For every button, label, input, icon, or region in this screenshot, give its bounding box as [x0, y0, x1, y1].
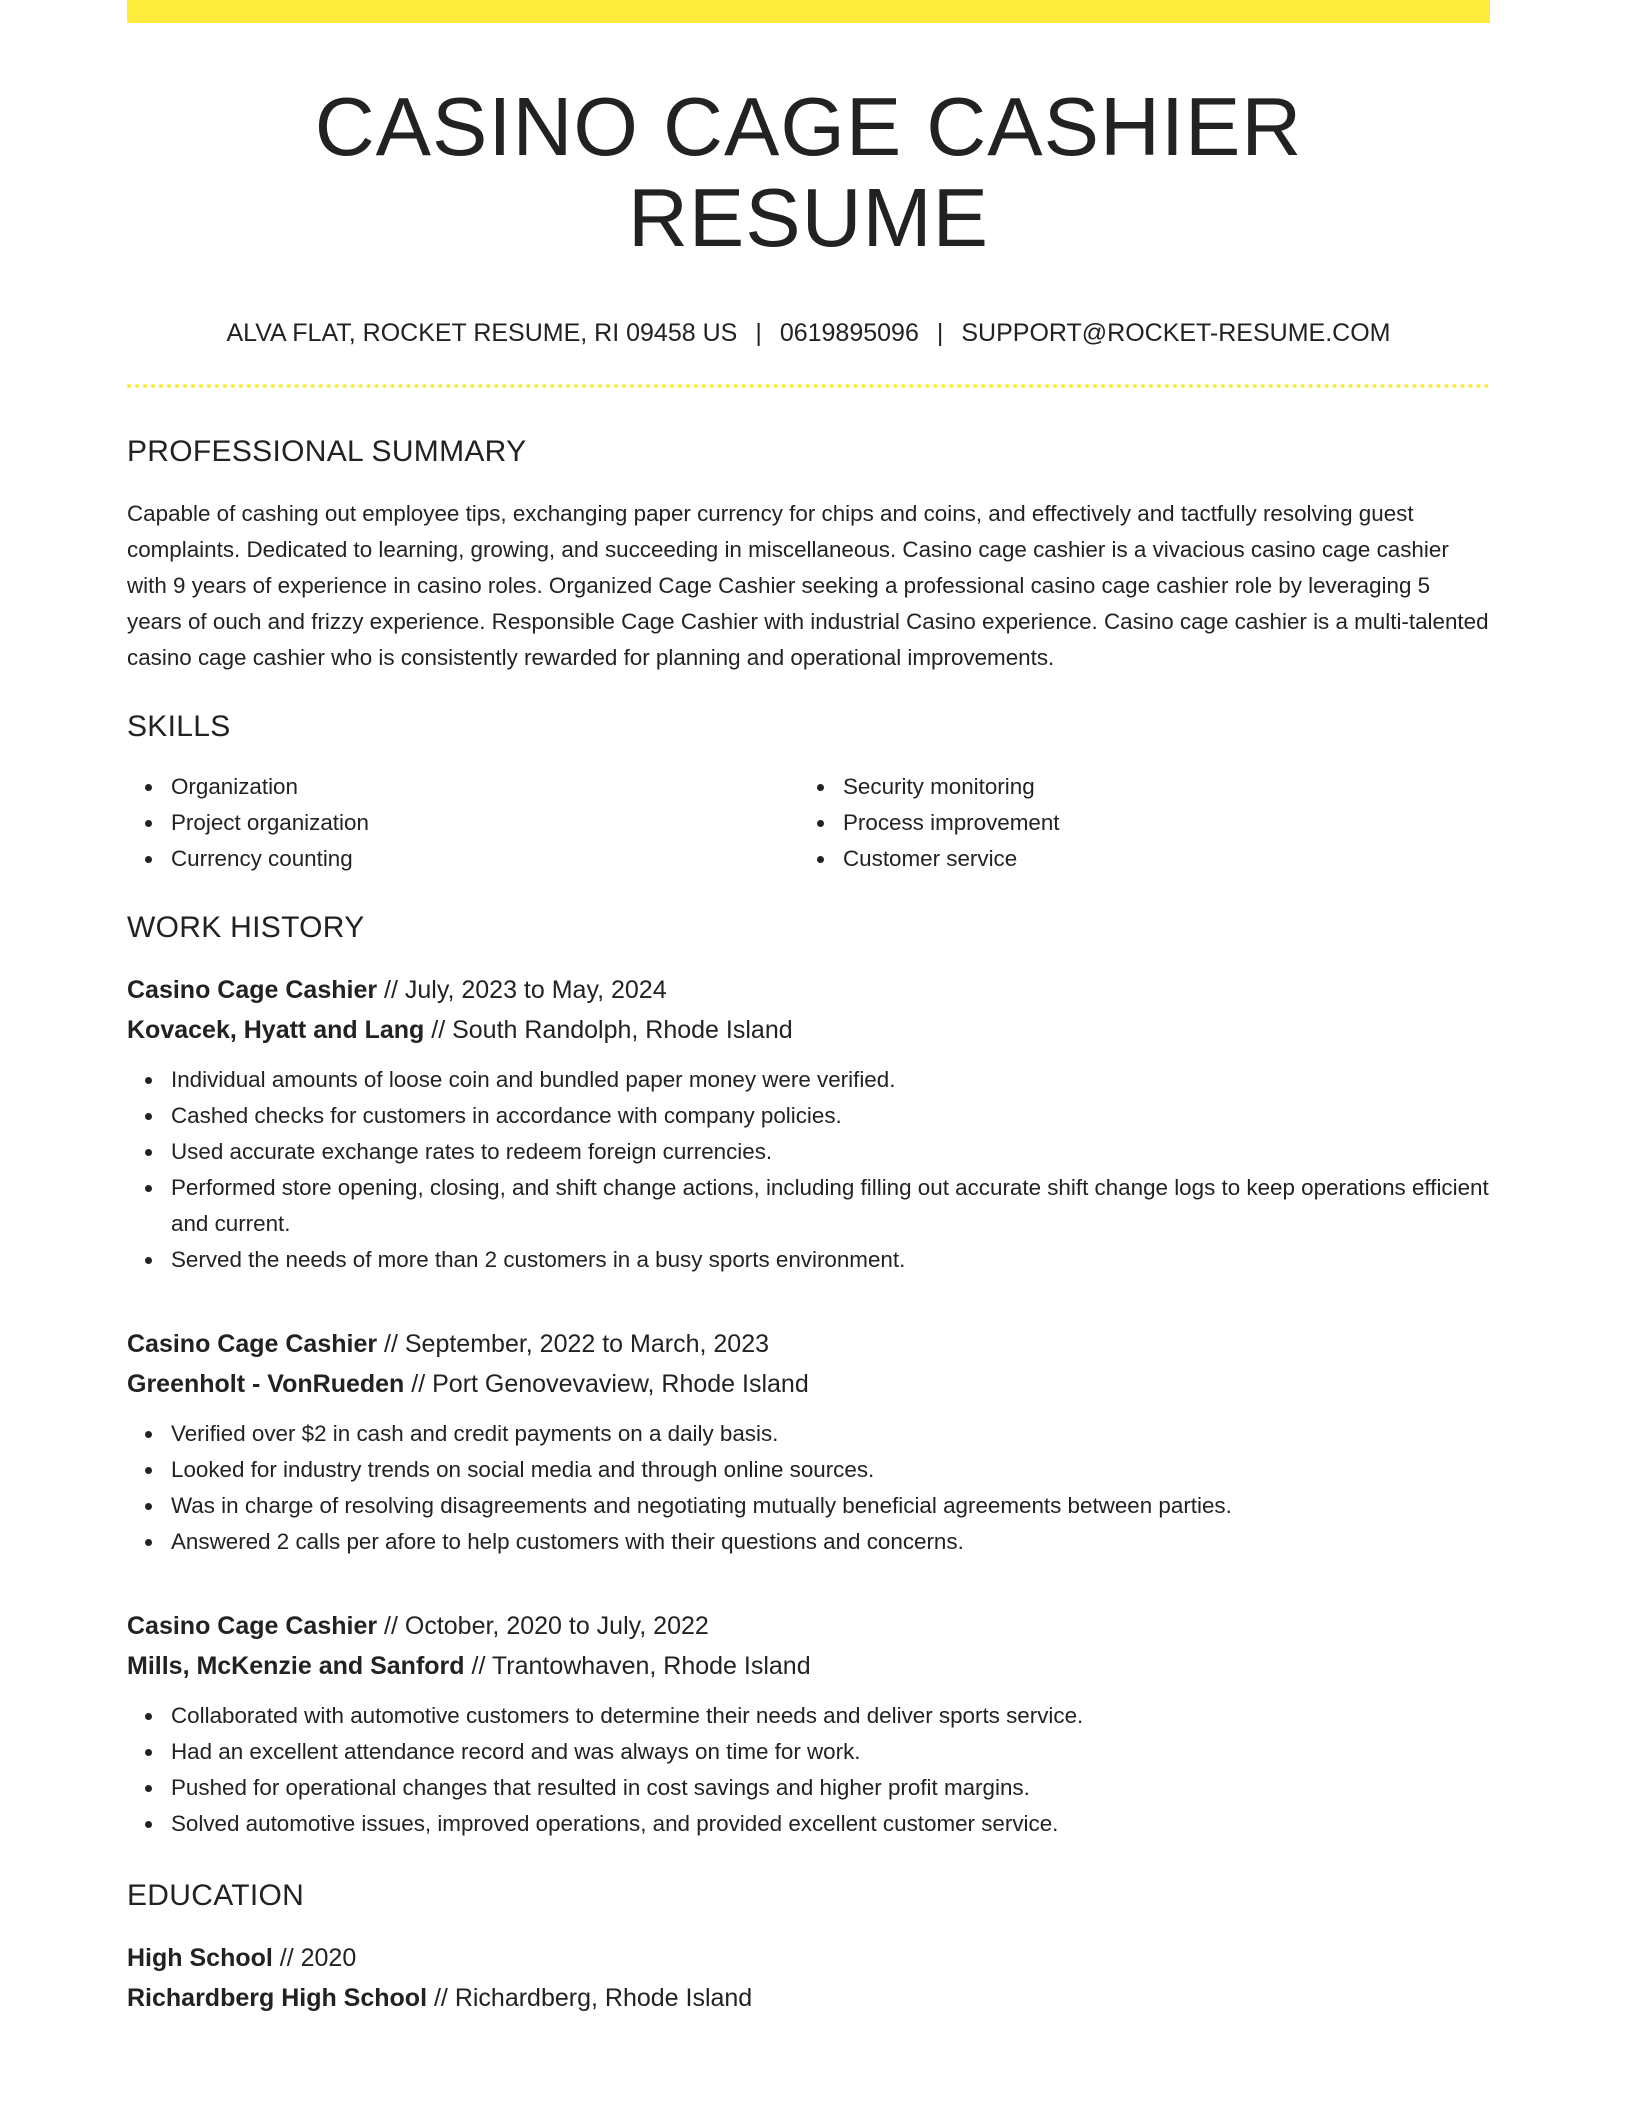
- education-year: // 2020: [272, 1943, 357, 1972]
- job-entry: [127, 1606, 1490, 1842]
- contact-line: [127, 318, 1490, 348]
- job-bullet: Verified over $2 in cash and credit payments on a daily basis.: [171, 1416, 1490, 1452]
- skill-item: Project organization: [171, 805, 799, 841]
- job-company: Kovacek, Hyatt and Lang: [127, 1015, 425, 1044]
- job-title-line: [127, 970, 1490, 1010]
- job-company: Mills, McKenzie and Sanford: [127, 1651, 465, 1680]
- job-company-line: [127, 1010, 1490, 1050]
- job-bullet: Answered 2 calls per afore to help customers with their questions and concerns.: [171, 1524, 1490, 1560]
- work-history-heading: WORK HISTORY: [127, 910, 365, 944]
- education-degree: High School: [127, 1943, 273, 1972]
- skill-item: Currency counting: [171, 841, 799, 877]
- skills-column-right: [799, 769, 1471, 877]
- job-dates: // July, 2023 to May, 2024: [377, 975, 667, 1004]
- skills-column-left: [127, 769, 799, 877]
- education-entry: [127, 1938, 1490, 2018]
- summary-heading: PROFESSIONAL SUMMARY: [127, 434, 527, 468]
- education-location: // Richardberg, Rhode Island: [427, 1983, 753, 2012]
- resume-page: [127, 0, 1490, 2018]
- job-bullet: Collaborated with automotive customers to determine their needs and deliver sports service.: [171, 1698, 1490, 1734]
- job-bullet: Had an excellent attendance record and was always on time for work.: [171, 1734, 1490, 1770]
- job-title: Casino Cage Cashier: [127, 1611, 378, 1640]
- contact-separator: |: [755, 318, 762, 347]
- job-bullets: [127, 1698, 1490, 1842]
- skill-item: Process improvement: [843, 805, 1471, 841]
- job-bullet: Used accurate exchange rates to redeem foreign currencies.: [171, 1134, 1490, 1170]
- contact-phone: 0619895096: [779, 318, 919, 347]
- education-heading: EDUCATION: [127, 1878, 305, 1912]
- job-bullets: [127, 1062, 1490, 1278]
- education-school: Richardberg High School: [127, 1983, 428, 2012]
- job-title: Casino Cage Cashier: [127, 1329, 378, 1358]
- skill-item: Customer service: [843, 841, 1471, 877]
- skills-list: [127, 769, 1490, 877]
- dotted-divider: [127, 384, 1490, 388]
- job-bullet: Pushed for operational changes that resulted in cost savings and higher profit margins.: [171, 1770, 1490, 1806]
- job-bullet: Was in charge of resolving disagreements and negotiating mutually beneficial agreements between parties.: [171, 1488, 1490, 1524]
- job-bullet: Cashed checks for customers in accordance with company policies.: [171, 1098, 1490, 1134]
- contact-separator: |: [936, 318, 944, 347]
- job-location: // Port Genovevaview, Rhode Island: [404, 1369, 809, 1398]
- job-location: // Trantowhaven, Rhode Island: [464, 1651, 811, 1680]
- skill-item: Organization: [171, 769, 799, 805]
- job-bullets: [127, 1416, 1490, 1560]
- job-title: Casino Cage Cashier: [127, 975, 378, 1004]
- job-title-line: [127, 1606, 1490, 1646]
- job-company: Greenholt - VonRueden: [127, 1369, 405, 1398]
- top-accent-bar: [127, 0, 1490, 23]
- education-school-line: [127, 1978, 1490, 2018]
- education-degree-line: [127, 1938, 1490, 1978]
- job-location: // South Randolph, Rhode Island: [424, 1015, 793, 1044]
- job-entry: [127, 970, 1490, 1278]
- job-entry: [127, 1324, 1490, 1560]
- job-bullet: Individual amounts of loose coin and bundled paper money were verified.: [171, 1062, 1490, 1098]
- job-bullet: Looked for industry trends on social media and through online sources.: [171, 1452, 1490, 1488]
- skills-heading: SKILLS: [127, 709, 231, 743]
- contact-address: ALVA FLAT, ROCKET RESUME, RI 09458 US: [226, 318, 738, 347]
- job-company-line: [127, 1646, 1490, 1686]
- job-title-line: [127, 1324, 1490, 1364]
- job-company-line: [127, 1364, 1490, 1404]
- skill-item: Security monitoring: [843, 769, 1471, 805]
- job-dates: // October, 2020 to July, 2022: [377, 1611, 709, 1640]
- summary-text: Capable of cashing out employee tips, exchanging paper currency for chips and coins, and effectively and tactfully resolving guest complaints. Dedicated to learning, growing, and succeeding in miscellaneous. Casino cage cashier is a vivacious casino cage cashier with 9 years of experience in casino roles. Organized Cage Cashier seeking a professional casino cage cashier role by leveraging 5 years of ouch and frizzy experience. Responsible Cage Cashier with industrial Casino experience. Casino cage cashier is a multi-talented casino cage cashier who is consistently rewarded for planning and operational improvements.: [127, 500, 1489, 670]
- resume-title: CASINO CAGE CASHIER RESUME: [314, 80, 1303, 265]
- job-bullet: Solved automotive issues, improved operations, and provided excellent customer service.: [171, 1806, 1490, 1842]
- contact-email: SUPPORT@ROCKET-RESUME.COM: [961, 318, 1391, 347]
- job-dates: // September, 2022 to March, 2023: [377, 1329, 770, 1358]
- job-bullet: Served the needs of more than 2 customers in a busy sports environment.: [171, 1242, 1490, 1278]
- job-bullet: Performed store opening, closing, and shift change actions, including filling out accurate shift change logs to keep operations efficient and current.: [171, 1170, 1490, 1242]
